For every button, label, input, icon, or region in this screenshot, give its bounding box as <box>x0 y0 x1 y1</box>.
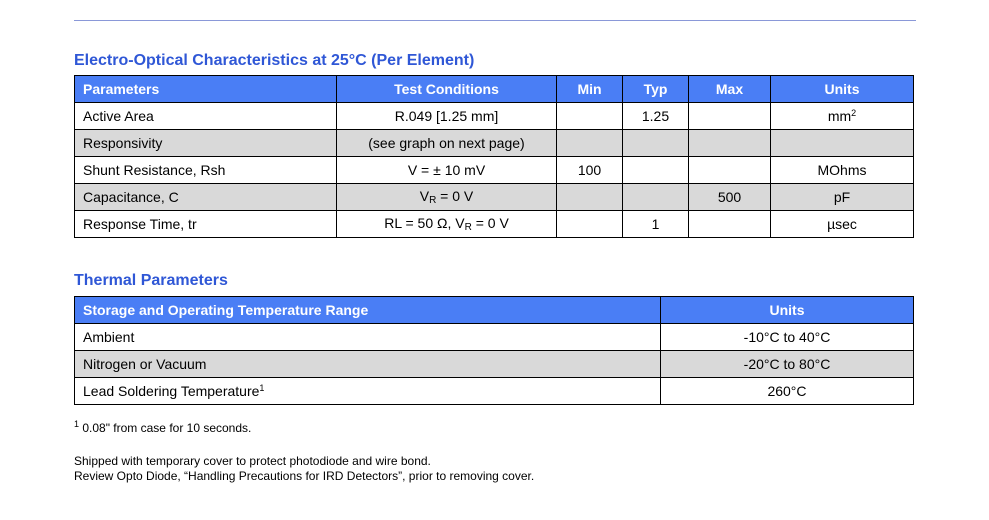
table-row <box>75 378 914 405</box>
typ-cell: 1 <box>623 211 689 238</box>
max-cell <box>689 130 771 157</box>
condition-text: RL = 50 Ω, V <box>384 215 465 231</box>
condition-text: = 0 V <box>436 188 474 204</box>
thermal-section-title: Thermal Parameters <box>74 272 228 289</box>
eo-section-title: Electro-Optical Characteristics at 25°C (Per Element) <box>74 52 475 69</box>
max-cell <box>689 211 771 238</box>
unit-cell <box>771 130 914 157</box>
typ-cell <box>623 184 689 211</box>
unit-cell: MOhms <box>771 157 914 184</box>
thermal-value-cell: -20°C to 80°C <box>661 351 914 378</box>
col-header-max: Max <box>689 76 771 103</box>
unit-text: mm <box>827 108 852 124</box>
parameter-cell: Shunt Resistance, Rsh <box>75 157 337 184</box>
col-header-units: Units <box>661 297 914 324</box>
condition-subscript: R <box>464 222 472 233</box>
table-row <box>75 184 914 211</box>
table-row <box>75 324 914 351</box>
eo-header-row <box>75 76 914 103</box>
table-row <box>75 351 914 378</box>
table-row <box>75 103 914 130</box>
min-cell <box>557 184 623 211</box>
table-row <box>75 130 914 157</box>
condition-cell <box>337 211 557 238</box>
shipping-note: Shipped with temporary cover to protect photodiode and wire bond. <box>74 454 431 468</box>
condition-subscript: R <box>429 195 437 206</box>
min-cell <box>557 211 623 238</box>
col-header-parameters: Parameters <box>75 76 337 103</box>
handling-note: Review Opto Diode, “Handling Precautions for IRD Detectors”, prior to removing cover. <box>74 469 535 483</box>
min-cell <box>557 103 623 130</box>
condition-text: = 0 V <box>471 215 509 231</box>
parameter-cell: Responsivity <box>75 130 337 157</box>
footnote-number: 1 <box>74 419 80 429</box>
condition-cell: (see graph on next page) <box>337 130 557 157</box>
condition-text: V <box>419 188 430 204</box>
thermal-table <box>74 296 914 405</box>
thermal-label-cell <box>75 378 661 405</box>
thermal-label-cell: Nitrogen or Vacuum <box>75 351 661 378</box>
thermal-header-row <box>75 297 914 324</box>
condition-cell <box>337 184 557 211</box>
condition-cell: V = ± 10 mV <box>337 157 557 184</box>
col-header-test-conditions: Test Conditions <box>337 76 557 103</box>
table-row <box>75 211 914 238</box>
col-header-min: Min <box>557 76 623 103</box>
min-cell: 100 <box>557 157 623 184</box>
parameter-cell: Active Area <box>75 103 337 130</box>
max-cell <box>689 157 771 184</box>
table-row <box>75 157 914 184</box>
typ-cell <box>623 157 689 184</box>
thermal-label-text: Lead Soldering Temperature <box>83 383 260 399</box>
typ-cell: 1.25 <box>623 103 689 130</box>
unit-cell <box>771 103 914 130</box>
col-header-typ: Typ <box>623 76 689 103</box>
parameter-cell: Capacitance, C <box>75 184 337 211</box>
parameter-cell: Response Time, tr <box>75 211 337 238</box>
unit-superscript: 2 <box>851 108 857 118</box>
footnote-text: 0.08" from case for 10 seconds. <box>79 421 252 435</box>
footnote <box>74 419 251 435</box>
thermal-value-cell: -10°C to 40°C <box>661 324 914 351</box>
min-cell <box>557 130 623 157</box>
thermal-value-cell: 260°C <box>661 378 914 405</box>
electro-optical-table <box>74 75 914 238</box>
col-header-units: Units <box>771 76 914 103</box>
top-divider <box>74 20 916 21</box>
col-header-temperature-range: Storage and Operating Temperature Range <box>75 297 661 324</box>
footnote-marker: 1 <box>259 383 265 393</box>
unit-cell: pF <box>771 184 914 211</box>
condition-cell: R.049 [1.25 mm] <box>337 103 557 130</box>
thermal-label-cell: Ambient <box>75 324 661 351</box>
max-cell <box>689 103 771 130</box>
max-cell: 500 <box>689 184 771 211</box>
unit-cell: µsec <box>771 211 914 238</box>
typ-cell <box>623 130 689 157</box>
